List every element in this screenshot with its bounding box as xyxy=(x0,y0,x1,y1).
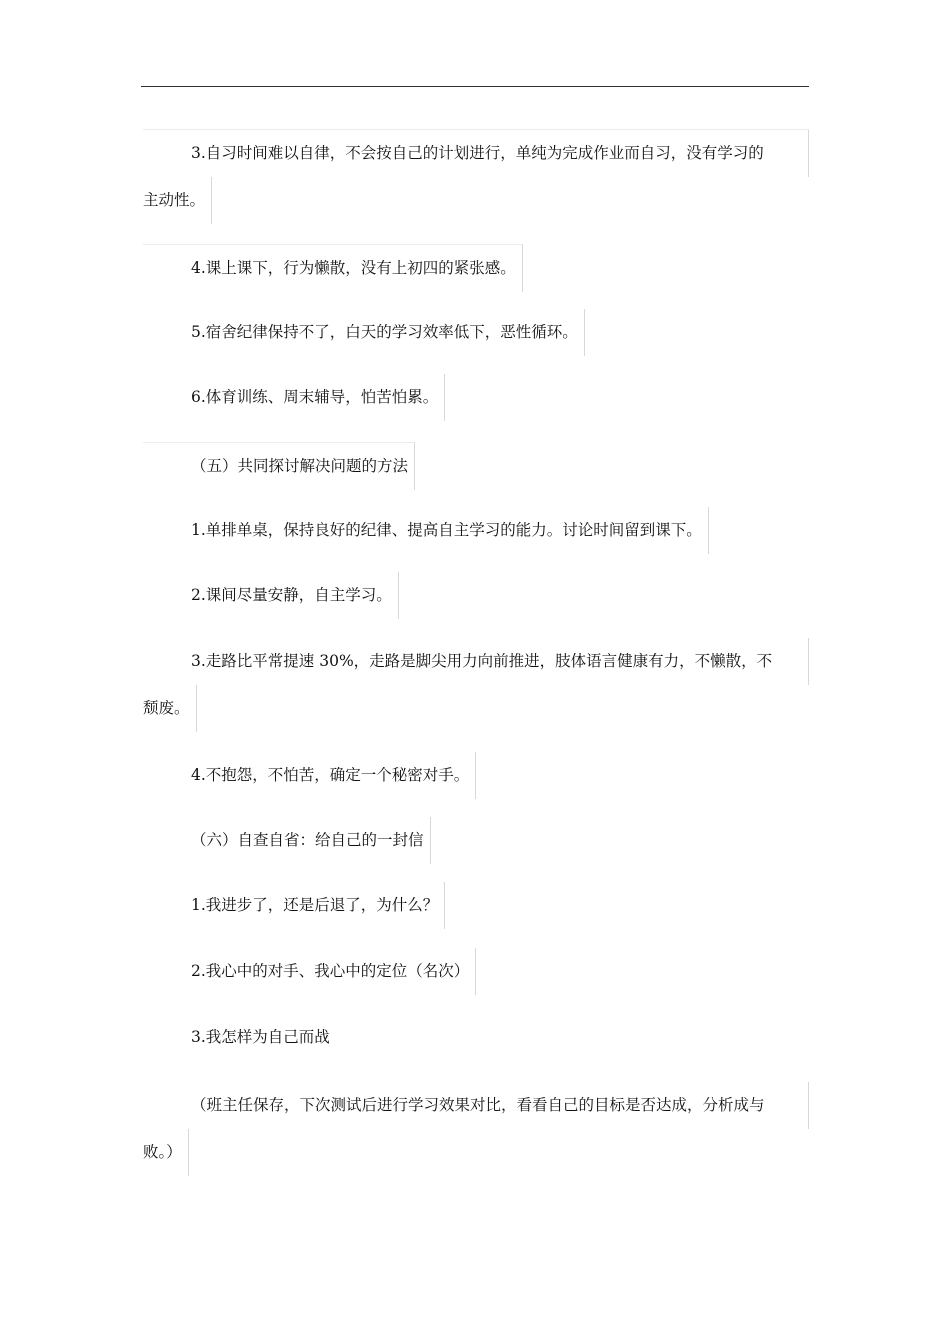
paragraph-dorm xyxy=(143,309,809,356)
section-heading-six xyxy=(143,817,809,864)
paragraph-line: 3.自习时间难以自律，不会按自己的计划进行，单纯为完成作业而自习，没有学习的 xyxy=(143,130,809,177)
paragraph-line: 5.宿舍纪律保持不了，白天的学习效率低下，恶性循环。 xyxy=(143,309,585,356)
section-heading: （五）共同探讨解决问题的方法 xyxy=(143,442,415,490)
paragraph-fight xyxy=(143,1014,809,1061)
paragraph-line: 1.我进步了，还是后退了，为什么？ xyxy=(143,882,445,929)
header-rule xyxy=(141,86,809,87)
paragraph-progress xyxy=(143,882,809,929)
section-heading: （六）自查自省：给自己的一封信 xyxy=(143,817,431,864)
paragraph-line: 6.体育训练、周末辅导，怕苦怕累。 xyxy=(143,374,445,421)
paragraph-line: 3.我怎样为自己而战 xyxy=(191,1028,330,1046)
paragraph-line: 4.课上课下，行为懒散，没有上初四的紧张感。 xyxy=(143,244,523,292)
paragraph-sports xyxy=(143,374,809,421)
paragraph-line: （班主任保存，下次测试后进行学习效果对比，看看自己的目标是否达成，分析成与 xyxy=(143,1082,809,1129)
paragraph-behavior xyxy=(143,244,809,292)
paragraph-line: 2.课间尽量安静，自主学习。 xyxy=(143,572,399,619)
paragraph-line: 主动性。 xyxy=(143,177,212,224)
paragraph-teacher-note xyxy=(143,1082,809,1176)
paragraph-line: 颓废。 xyxy=(143,685,197,732)
paragraph-line: 败。） xyxy=(143,1129,189,1176)
paragraph-rival xyxy=(143,948,809,995)
section-heading-five xyxy=(143,442,809,490)
paragraph-walking xyxy=(143,638,809,732)
paragraph-recess xyxy=(143,572,809,619)
paragraph-line: 4.不抱怨，不怕苦，确定一个秘密对手。 xyxy=(143,752,476,799)
paragraph-line: 2.我心中的对手、我心中的定位（名次） xyxy=(143,948,476,995)
paragraph-line: 3.走路比平常提速 30%，走路是脚尖用力向前推进，肢体语言健康有力，不懒散，不 xyxy=(143,638,809,685)
paragraph-self-study xyxy=(143,129,809,224)
paragraph-seating xyxy=(143,507,809,554)
paragraph-no-complaint xyxy=(143,752,809,799)
paragraph-line: 1.单排单桌，保持良好的纪律、提高自主学习的能力。讨论时间留到课下。 xyxy=(143,507,709,554)
